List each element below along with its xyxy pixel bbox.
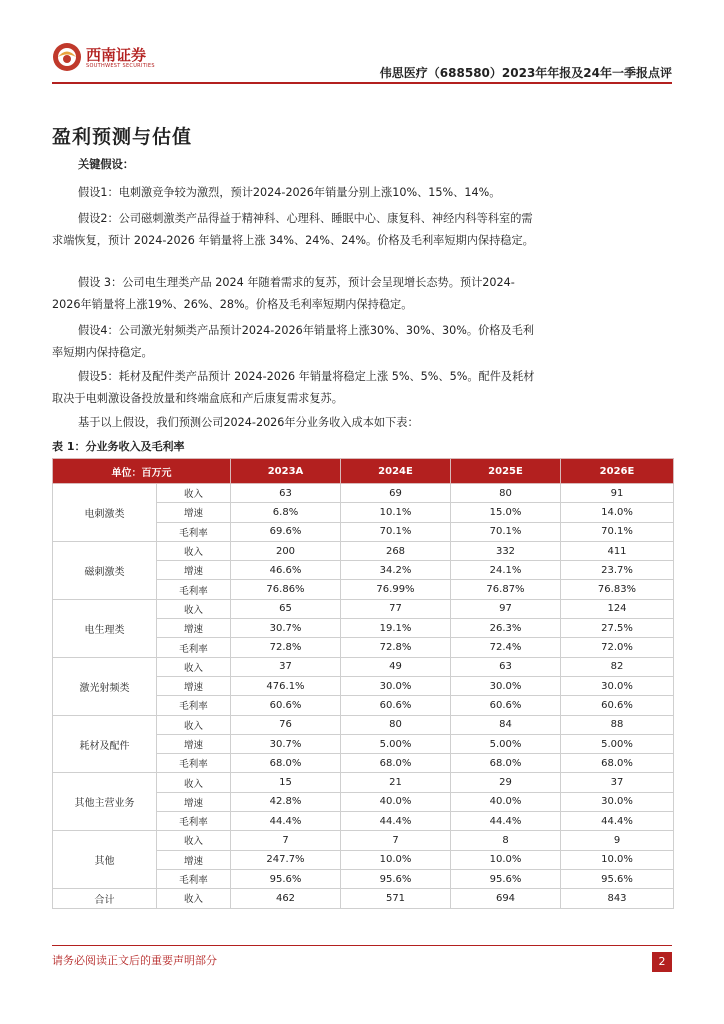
value-cell: 8 bbox=[451, 831, 561, 850]
value-cell: 60.6% bbox=[561, 696, 674, 715]
metric-label: 毛利率 bbox=[157, 522, 231, 541]
value-cell: 5.00% bbox=[451, 734, 561, 753]
metric-label: 收入 bbox=[157, 541, 231, 560]
value-cell: 30.0% bbox=[451, 676, 561, 695]
table-row bbox=[53, 831, 674, 850]
page-number: 2 bbox=[652, 952, 672, 972]
revenue-margin-table bbox=[52, 458, 674, 909]
metric-label: 毛利率 bbox=[157, 869, 231, 888]
value-cell: 462 bbox=[231, 889, 341, 908]
table-row bbox=[53, 541, 674, 560]
value-cell: 571 bbox=[341, 889, 451, 908]
value-cell: 63 bbox=[451, 657, 561, 676]
table-row bbox=[53, 657, 674, 676]
value-cell: 124 bbox=[561, 599, 674, 618]
metric-label: 增速 bbox=[157, 792, 231, 811]
value-cell: 68.0% bbox=[451, 754, 561, 773]
value-cell: 30.0% bbox=[561, 792, 674, 811]
value-cell: 37 bbox=[231, 657, 341, 676]
value-cell: 95.6% bbox=[561, 869, 674, 888]
value-cell: 332 bbox=[451, 541, 561, 560]
metric-label: 收入 bbox=[157, 657, 231, 676]
value-cell: 10.1% bbox=[341, 503, 451, 522]
metric-label: 毛利率 bbox=[157, 812, 231, 831]
value-cell: 7 bbox=[231, 831, 341, 850]
value-cell: 60.6% bbox=[341, 696, 451, 715]
value-cell: 268 bbox=[341, 541, 451, 560]
value-cell: 70.1% bbox=[451, 522, 561, 541]
table-row bbox=[53, 773, 674, 792]
col-2024e: 2024E bbox=[341, 459, 451, 484]
value-cell: 68.0% bbox=[561, 754, 674, 773]
assumption-4: 假设4：公司激光射频类产品预计2024-2026年销量将上涨30%、30%、30%。价格及毛利率短期内保持稳定。 bbox=[52, 324, 534, 359]
summary-sentence: 基于以上假设，我们预测公司2024-2026年分业务收入成本如下表： bbox=[78, 416, 419, 429]
segment-name: 磁刺激类 bbox=[53, 541, 157, 599]
value-cell: 76.83% bbox=[561, 580, 674, 599]
value-cell: 44.4% bbox=[561, 812, 674, 831]
assumption-2: 假设2：公司磁刺激类产品得益于精神科、心理科、睡眠中心、康复科、神经内科等科室的需求端恢复，预计 2024-2026 年销量将上涨 34%、24%、24%。价格及毛利率短期内保持稳定。 bbox=[52, 212, 534, 247]
value-cell: 24.1% bbox=[451, 561, 561, 580]
value-cell: 49 bbox=[341, 657, 451, 676]
col-2026e: 2026E bbox=[561, 459, 674, 484]
value-cell: 60.6% bbox=[451, 696, 561, 715]
value-cell: 80 bbox=[451, 484, 561, 503]
value-cell: 95.6% bbox=[231, 869, 341, 888]
value-cell: 44.4% bbox=[231, 812, 341, 831]
value-cell: 76 bbox=[231, 715, 341, 734]
value-cell: 65 bbox=[231, 599, 341, 618]
table-row bbox=[53, 484, 674, 503]
report-title: 伟思医疗（688580）2023年年报及24年一季报点评 bbox=[379, 66, 672, 80]
value-cell: 200 bbox=[231, 541, 341, 560]
key-assumptions-label: 关键假设： bbox=[78, 158, 134, 171]
value-cell: 476.1% bbox=[231, 676, 341, 695]
footer-disclaimer: 请务必阅读正文后的重要声明部分 bbox=[52, 954, 217, 967]
total-row bbox=[53, 889, 674, 908]
metric-label: 收入 bbox=[157, 715, 231, 734]
value-cell: 7 bbox=[341, 831, 451, 850]
metric-label: 增速 bbox=[157, 734, 231, 753]
value-cell: 72.8% bbox=[341, 638, 451, 657]
table-row bbox=[53, 715, 674, 734]
segment-name: 耗材及配件 bbox=[53, 715, 157, 773]
logo-english-name: SOUTHWEST SECURITIES bbox=[86, 63, 155, 69]
metric-label: 毛利率 bbox=[157, 580, 231, 599]
assumption-3: 假设 3：公司电生理类产品 2024 年随着需求的复苏，预计会呈现增长态势。预计2024-2026年销量将上涨19%、26%、28%。价格及毛利率短期内保持稳定。 bbox=[52, 276, 515, 311]
value-cell: 843 bbox=[561, 889, 674, 908]
logo-chinese-name: 西南证券 bbox=[86, 46, 147, 64]
metric-label: 增速 bbox=[157, 619, 231, 638]
value-cell: 40.0% bbox=[451, 792, 561, 811]
metric-label: 毛利率 bbox=[157, 638, 231, 657]
segment-name: 电刺激类 bbox=[53, 484, 157, 542]
value-cell: 21 bbox=[341, 773, 451, 792]
value-cell: 15 bbox=[231, 773, 341, 792]
value-cell: 30.0% bbox=[561, 676, 674, 695]
value-cell: 15.0% bbox=[451, 503, 561, 522]
value-cell: 10.0% bbox=[341, 850, 451, 869]
value-cell: 72.0% bbox=[561, 638, 674, 657]
total-label: 合计 bbox=[53, 889, 157, 908]
value-cell: 37 bbox=[561, 773, 674, 792]
value-cell: 69 bbox=[341, 484, 451, 503]
metric-label: 增速 bbox=[157, 850, 231, 869]
value-cell: 29 bbox=[451, 773, 561, 792]
metric-label: 增速 bbox=[157, 503, 231, 522]
col-2025e: 2025E bbox=[451, 459, 561, 484]
value-cell: 88 bbox=[561, 715, 674, 734]
table-caption: 表 1：分业务收入及毛利率 bbox=[52, 440, 185, 453]
value-cell: 30.0% bbox=[341, 676, 451, 695]
value-cell: 84 bbox=[451, 715, 561, 734]
value-cell: 19.1% bbox=[341, 619, 451, 638]
segment-name: 其他主营业务 bbox=[53, 773, 157, 831]
value-cell: 46.6% bbox=[231, 561, 341, 580]
value-cell: 76.86% bbox=[231, 580, 341, 599]
footer-divider bbox=[52, 945, 672, 946]
metric-label: 增速 bbox=[157, 561, 231, 580]
metric-label: 收入 bbox=[157, 484, 231, 503]
value-cell: 69.6% bbox=[231, 522, 341, 541]
segment-name: 电生理类 bbox=[53, 599, 157, 657]
value-cell: 77 bbox=[341, 599, 451, 618]
assumption-5: 假设5：耗材及配件类产品预计 2024-2026 年销量将稳定上涨 5%、5%、5%。配件及耗材取决于电刺激设备投放量和终端盒底和产后康复需求复苏。 bbox=[52, 370, 535, 405]
value-cell: 5.00% bbox=[341, 734, 451, 753]
value-cell: 42.8% bbox=[231, 792, 341, 811]
section-title: 盈利预测与估值 bbox=[52, 126, 193, 148]
value-cell: 247.7% bbox=[231, 850, 341, 869]
value-cell: 68.0% bbox=[231, 754, 341, 773]
segment-name: 激光射频类 bbox=[53, 657, 157, 715]
col-2023a: 2023A bbox=[231, 459, 341, 484]
metric-label: 增速 bbox=[157, 676, 231, 695]
value-cell: 63 bbox=[231, 484, 341, 503]
metric-label: 毛利率 bbox=[157, 696, 231, 715]
metric-label: 毛利率 bbox=[157, 754, 231, 773]
value-cell: 27.5% bbox=[561, 619, 674, 638]
value-cell: 10.0% bbox=[561, 850, 674, 869]
value-cell: 23.7% bbox=[561, 561, 674, 580]
value-cell: 70.1% bbox=[561, 522, 674, 541]
value-cell: 95.6% bbox=[451, 869, 561, 888]
value-cell: 411 bbox=[561, 541, 674, 560]
assumption-1: 假设1：电刺激竞争较为激烈，预计2024-2026年销量分别上涨10%、15%、14%。 bbox=[78, 186, 501, 199]
metric-label: 收入 bbox=[157, 773, 231, 792]
value-cell: 14.0% bbox=[561, 503, 674, 522]
value-cell: 80 bbox=[341, 715, 451, 734]
value-cell: 9 bbox=[561, 831, 674, 850]
segment-name: 其他 bbox=[53, 831, 157, 889]
value-cell: 10.0% bbox=[451, 850, 561, 869]
value-cell: 72.8% bbox=[231, 638, 341, 657]
value-cell: 95.6% bbox=[341, 869, 451, 888]
value-cell: 70.1% bbox=[341, 522, 451, 541]
value-cell: 26.3% bbox=[451, 619, 561, 638]
value-cell: 91 bbox=[561, 484, 674, 503]
value-cell: 82 bbox=[561, 657, 674, 676]
unit-header: 单位：百万元 bbox=[53, 459, 231, 484]
value-cell: 5.00% bbox=[561, 734, 674, 753]
value-cell: 694 bbox=[451, 889, 561, 908]
value-cell: 6.8% bbox=[231, 503, 341, 522]
value-cell: 68.0% bbox=[341, 754, 451, 773]
metric-label: 收入 bbox=[157, 831, 231, 850]
value-cell: 44.4% bbox=[341, 812, 451, 831]
logo-emblem-icon bbox=[52, 42, 82, 72]
value-cell: 34.2% bbox=[341, 561, 451, 580]
header-divider bbox=[52, 82, 672, 84]
value-cell: 60.6% bbox=[231, 696, 341, 715]
company-logo bbox=[52, 42, 172, 78]
table-row bbox=[53, 599, 674, 618]
value-cell: 30.7% bbox=[231, 619, 341, 638]
value-cell: 76.87% bbox=[451, 580, 561, 599]
value-cell: 76.99% bbox=[341, 580, 451, 599]
metric-label: 收入 bbox=[157, 889, 231, 908]
metric-label: 收入 bbox=[157, 599, 231, 618]
value-cell: 72.4% bbox=[451, 638, 561, 657]
table-header-row bbox=[53, 459, 674, 484]
value-cell: 40.0% bbox=[341, 792, 451, 811]
value-cell: 44.4% bbox=[451, 812, 561, 831]
value-cell: 97 bbox=[451, 599, 561, 618]
value-cell: 30.7% bbox=[231, 734, 341, 753]
